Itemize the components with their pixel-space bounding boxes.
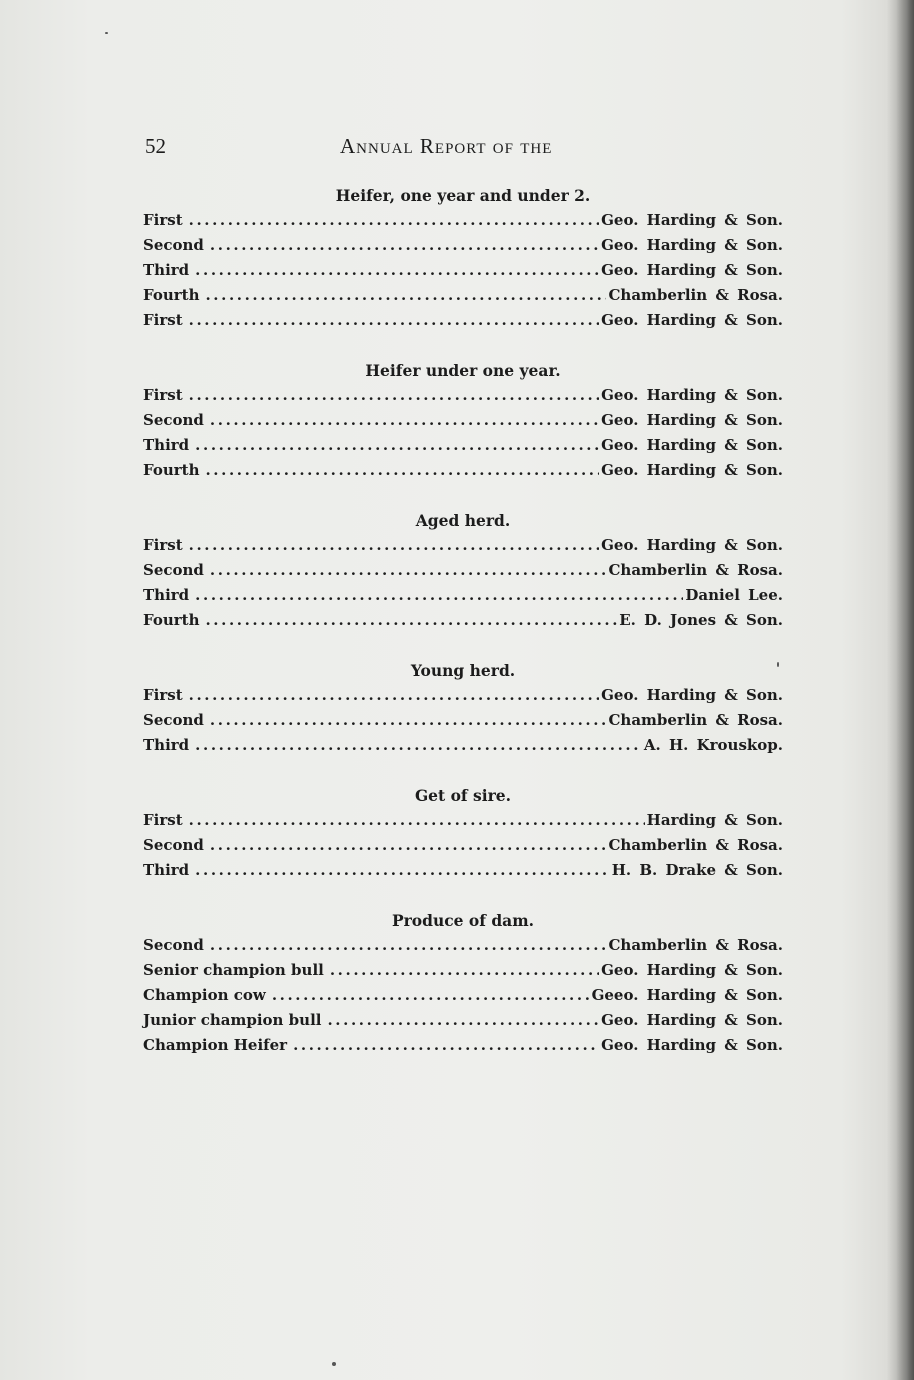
dot-leader [205,608,617,633]
dot-leader [205,458,599,483]
award-entry [143,608,783,633]
award-entry [143,983,783,1008]
award-entry [143,583,783,608]
award-entry [143,383,783,408]
award-section [143,658,783,758]
dot-leader [330,958,599,983]
award-winner: Daniel Lee. [685,586,783,604]
award-place: First [143,686,183,704]
award-place: Second [143,236,204,254]
award-winner: Geeo. Harding & Son. [591,986,783,1004]
dot-leader [189,683,600,708]
award-entry [143,208,783,233]
award-place: Second [143,711,204,729]
award-entry [143,858,783,883]
section-title: Produce of dam. [391,911,535,930]
running-head: Annual Report of the [340,134,553,158]
award-entry [143,233,783,258]
award-place: First [143,536,183,554]
dot-leader [293,1033,599,1058]
dot-leader [327,1008,599,1033]
scan-speck [105,32,108,34]
award-winner: Harding & Son. [646,811,783,829]
award-place: Junior champion bull [143,1011,322,1029]
dot-leader [210,233,599,258]
award-winner: Geo. Harding & Son. [601,236,783,254]
award-place: First [143,386,183,404]
award-winner: Geo. Harding & Son. [601,461,783,479]
page-header [145,134,785,168]
award-section [143,358,783,483]
award-winner: A. H. Krouskop. [643,736,783,754]
award-place: Champion cow [143,986,266,1004]
award-winner: Geo. Harding & Son. [601,261,783,279]
awards-list [143,183,783,1083]
section-title: Heifer, one year and under 2. [335,186,591,205]
dot-leader [210,708,607,733]
award-entry [143,958,783,983]
award-entry [143,308,783,333]
award-winner: Geo. Harding & Son. [601,1036,783,1054]
award-entry [143,683,783,708]
award-winner: Chamberlin & Rosa. [608,711,783,729]
dot-leader [189,808,645,833]
award-entry [143,458,783,483]
dot-leader [189,208,600,233]
dot-leader [195,433,599,458]
award-place: Fourth [143,286,200,304]
award-winner: Geo. Harding & Son. [601,686,783,704]
dot-leader [189,533,600,558]
section-title: Heifer under one year. [365,361,561,380]
dot-leader [210,408,599,433]
award-winner: Geo. Harding & Son. [601,436,783,454]
award-entry [143,708,783,733]
dot-leader [195,583,683,608]
award-place: Second [143,411,204,429]
award-winner: Geo. Harding & Son. [601,386,783,404]
page-number: 52 [145,134,166,158]
dot-leader [189,383,600,408]
award-place: First [143,211,183,229]
award-place: Senior champion bull [143,961,324,979]
award-section [143,508,783,633]
award-place: Champion Heifer [143,1036,288,1054]
award-entry [143,258,783,283]
award-place: Third [143,736,190,754]
award-winner: Chamberlin & Rosa. [608,286,783,304]
scan-speck [777,662,779,667]
award-winner: H. B. Drake & Son. [611,861,783,879]
award-entry [143,1033,783,1058]
award-place: Fourth [143,611,200,629]
award-entry [143,808,783,833]
award-winner: Chamberlin & Rosa. [608,561,783,579]
award-entry [143,283,783,308]
award-place: Third [143,861,190,879]
dot-leader [210,558,607,583]
award-entry [143,433,783,458]
award-winner: Geo. Harding & Son. [601,411,783,429]
award-section [143,183,783,333]
dot-leader [195,733,642,758]
dot-leader [189,308,600,333]
dot-leader [205,283,606,308]
scan-speck [332,1362,336,1366]
section-title: Aged herd. [415,511,511,530]
award-winner: Geo. Harding & Son. [601,961,783,979]
award-entry [143,933,783,958]
award-place: Third [143,586,190,604]
award-place: Third [143,436,190,454]
award-entry [143,1008,783,1033]
award-entry [143,558,783,583]
award-place: Second [143,936,204,954]
award-winner: Chamberlin & Rosa. [608,936,783,954]
page-edge-shadow [896,0,914,1380]
dot-leader [195,258,599,283]
award-place: Fourth [143,461,200,479]
award-winner: Chamberlin & Rosa. [608,836,783,854]
award-winner: E. D. Jones & Son. [619,611,783,629]
award-place: First [143,311,183,329]
award-winner: Geo. Harding & Son. [601,211,783,229]
award-section [143,783,783,883]
award-winner: Geo. Harding & Son. [601,536,783,554]
dot-leader [210,833,607,858]
award-place: Third [143,261,190,279]
award-winner: Geo. Harding & Son. [601,1011,783,1029]
section-title: Young herd. [410,661,516,680]
award-winner: Geo. Harding & Son. [601,311,783,329]
award-entry [143,533,783,558]
award-place: Second [143,561,204,579]
award-entry [143,733,783,758]
dot-leader [195,858,610,883]
dot-leader [210,933,607,958]
section-title: Get of sire. [414,786,512,805]
dot-leader [272,983,590,1008]
award-place: Second [143,836,204,854]
award-section [143,908,783,1058]
award-entry [143,833,783,858]
award-entry [143,408,783,433]
award-place: First [143,811,183,829]
